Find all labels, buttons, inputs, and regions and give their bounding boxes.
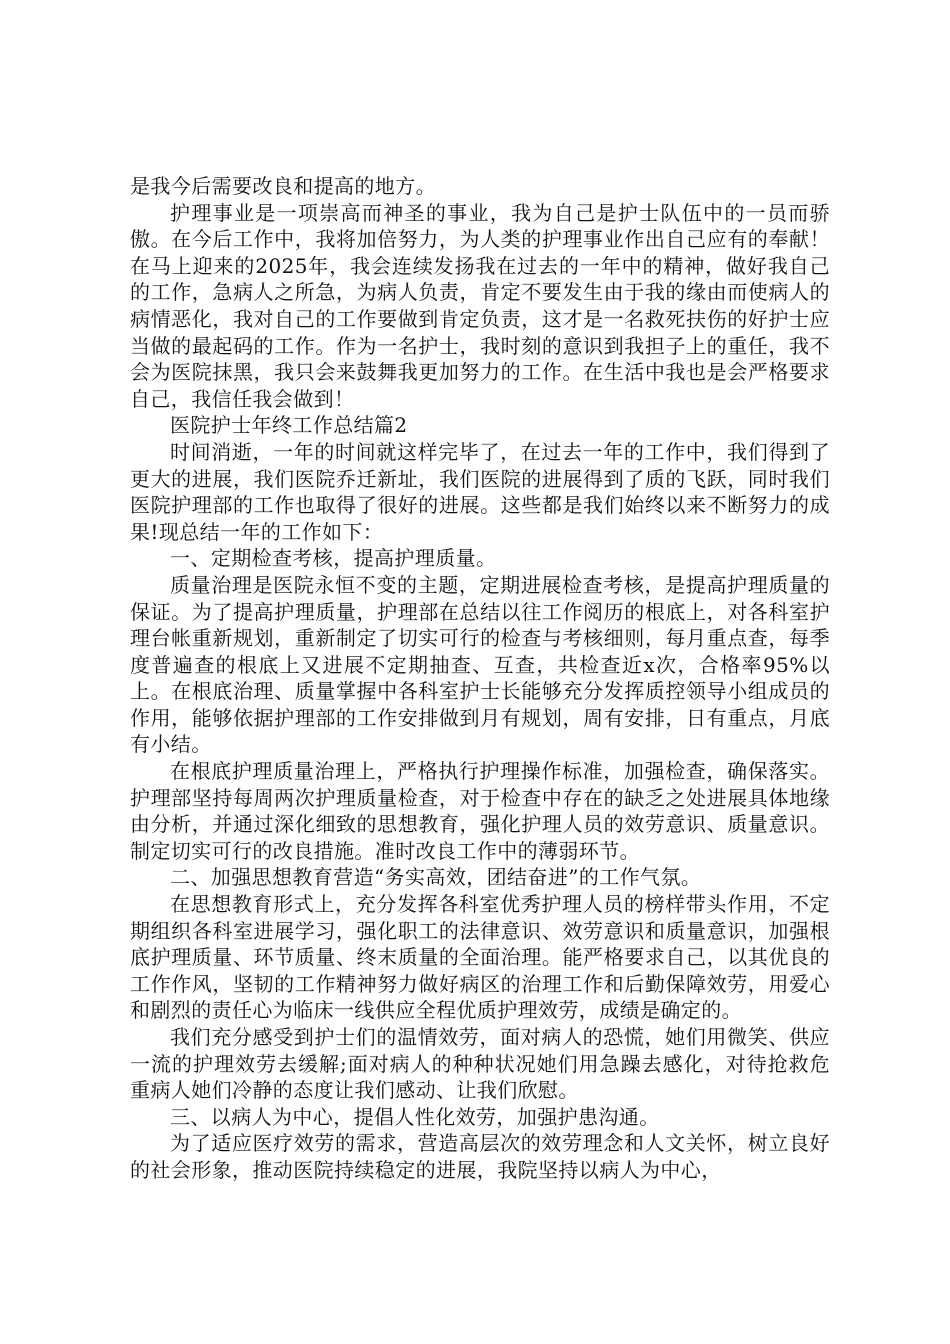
paragraph-patient-centered: 为了适应医疗效劳的需求，营造高层次的效劳理念和人文关怀，树立良好的社会形象，推动医院持续稳定的进展，我院坚持以病人为中心，	[130, 1131, 830, 1182]
subheading-2: 二、加强思想教育营造“务实高效，团结奋进”的工作气氛。	[170, 865, 702, 890]
paragraph-warm-service: 我们充分感受到护士们的温情效劳，面对病人的恐慌，她们用微笑、供应一流的护理效劳去缓解;面对病人的种种状况她们用急躁去感化，对待抢救危重病人她们冷静的态度让我们感动、让我们欣慰。	[130, 1025, 830, 1103]
paragraph-ideological-education: 在思想教育形式上，充分发挥各科室优秀护理人员的榜样带头作用，不定期组织各科室进展学习，强化职工的法律意识、效劳意识和质量意识，加强根底护理质量、环节质量、终末质量的全面治理。能严格要求自己，以其优良的工作作风，坚韧的工作精神努力做好病区的治理工作和后勤保障效劳，用爱心和剧烈的责任心为临床一线供应全程优质护理效劳，成绩是确定的。	[130, 892, 830, 1023]
paragraph-year-intro: 时间消逝，一年的时间就这样完毕了，在过去一年的工作中，我们得到了更大的进展，我们医院乔迁新址，我们医院的进展得到了质的飞跃，同时我们医院护理部的工作也取得了很好的进展。这些都是我们始终以来不断努力的成果!现总结一年的工作如下：	[130, 439, 830, 544]
document-page	[130, 173, 830, 1184]
paragraph-continuation: 是我今后需要改良和提高的地方。	[130, 174, 436, 198]
subheading-3: 三、以病人为中心，提倡人性化效劳，加强护患沟通。	[170, 1104, 660, 1129]
section-heading-part-2: 医院护士年终工作总结篇2	[170, 413, 408, 438]
subheading-1: 一、定期检查考核，提高护理质量。	[170, 546, 497, 571]
paragraph-quality-management: 质量治理是医院永恒不变的主题，定期进展检查考核，是提高护理质量的保证。为了提高护理质量，护理部在总结以往工作阅历的根底上，对各科室护理台帐重新规划，重新制定了切实可行的检查与考核细则，每月重点查，每季度普遍查的根底上又进展不定期抽查、互查，共检查近x次，合格率95%以上。在根底治理、质量掌握中各科室护士长能够充分发挥质控领导小组成员的作用，能够依据护理部的工作安排做到月有规划，周有安排，日有重点，月底有小结。	[130, 572, 830, 757]
paragraph-basic-nursing-quality: 在根底护理质量治理上，严格执行护理操作标准，加强检查，确保落实。护理部坚持每周两次护理质量检查，对于检查中存在的缺乏之处进展具体地缘由分析，并通过深化细致的思想教育，强化护理人员的效劳意识、质量意识。制定切实可行的改良措施。准时改良工作中的薄弱环节。	[130, 759, 830, 863]
paragraph-nursing-career: 护理事业是一项崇高而神圣的事业，我为自己是护士队伍中的一员而骄傲。在今后工作中，我将加倍努力，为人类的护理事业作出自己应有的奉献！在马上迎来的2025年，我会连续发扬我在过去的一年中的精神，做好我自己的工作，急病人之所急，为病人负责，肯定不要发生由于我的缘由而使病人的病情恶化，我对自己的工作要做到肯定负责，这才是一名救死扶伤的好护士应当做的最起码的工作。作为一名护士，我时刻的意识到我担子上的重任，我不会为医院抹黑，我只会来鼓舞我更加努力的工作。在生活中我也是会严格要求自己，我信任我会做到！	[130, 200, 830, 411]
